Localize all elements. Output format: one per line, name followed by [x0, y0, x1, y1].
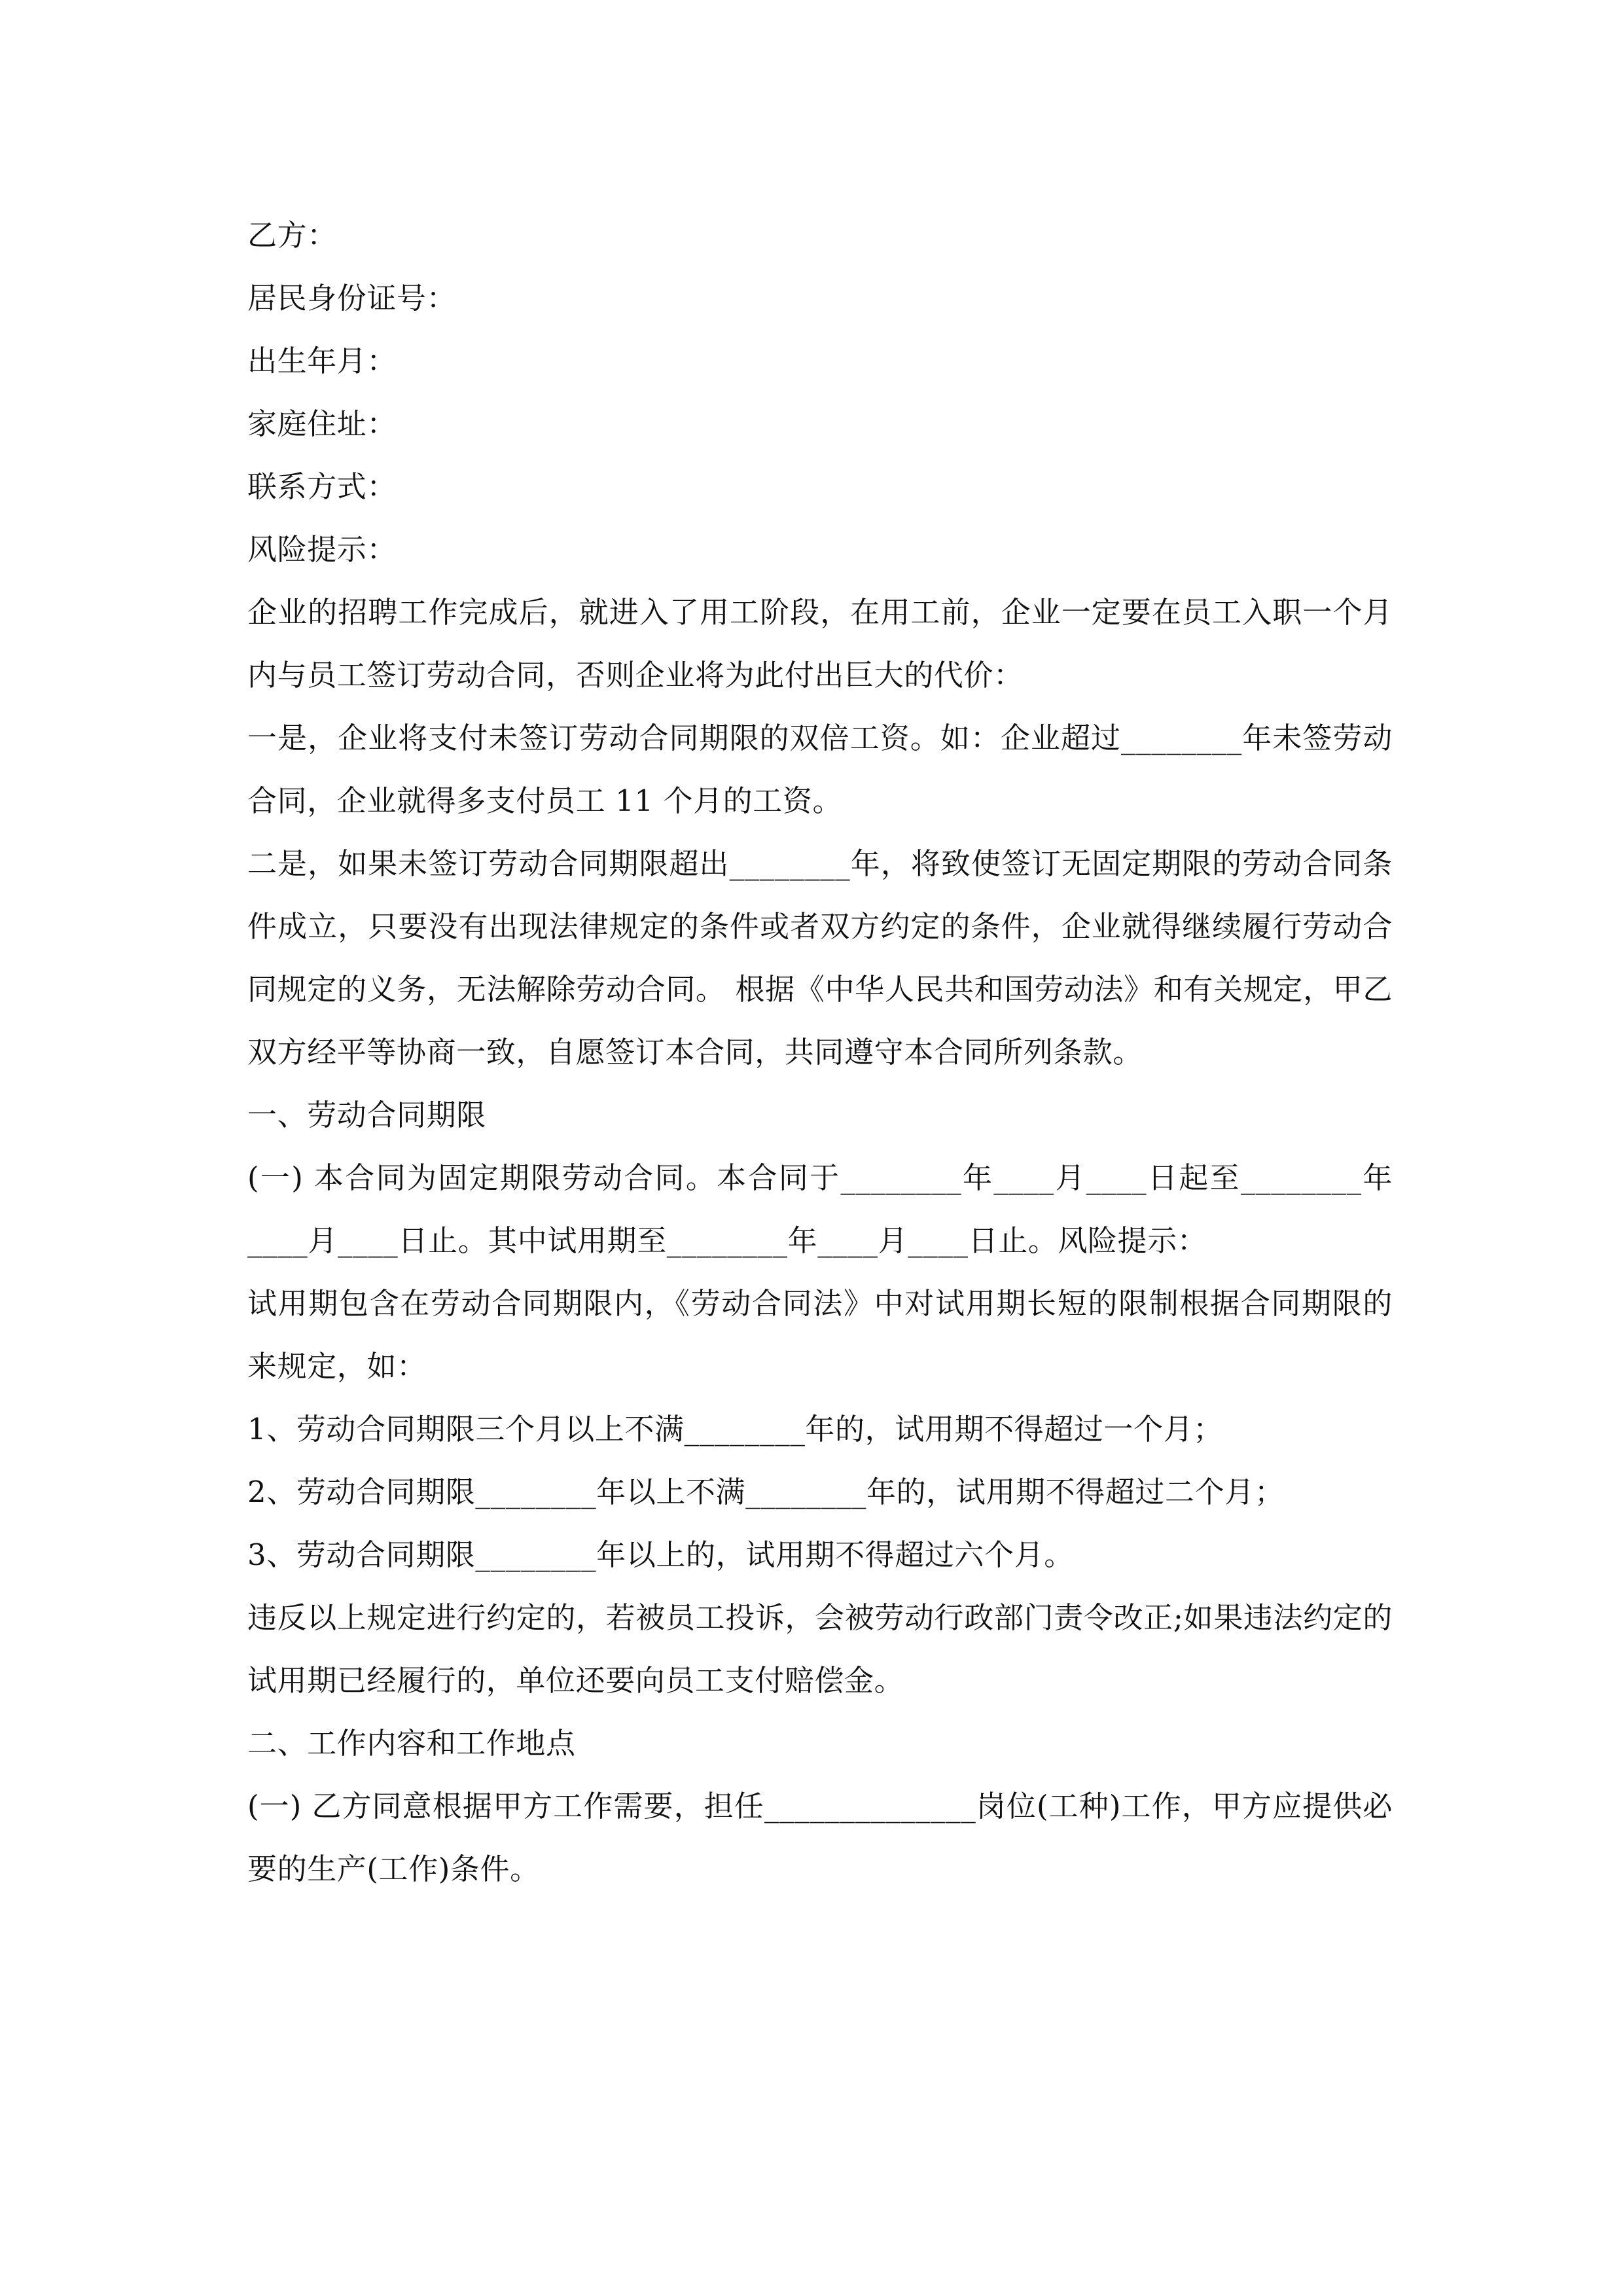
- position-paragraph: (一) 乙方同意根据甲方工作需要，担任______________岗位(工种)工作，甲方应提供必要的生产(工作)条件。: [247, 1789, 1393, 1886]
- section-contract-term-heading: 一、劳动合同期限: [247, 1098, 486, 1132]
- double-wage-paragraph: 一是，企业将支付未签订劳动合同期限的双倍工资。如：企业超过________年未签劳动合同，企业就得多支付员工 11 个月的工资。: [247, 721, 1393, 818]
- unfixed-term-paragraph: 二是，如果未签订劳动合同期限超出________年，将致使签订无固定期限的劳动合同条件成立，只要没有出现法律规定的条件或者双方约定的条件，企业就得继续履行劳动合同规定的义务，无法解除劳动合同。 根据《中华人民共和国劳动法》和有关规定，甲乙双方经平等协商一致，自愿签订本合同，共同遵守本合同所列条款。: [247, 846, 1393, 1069]
- risk-tip-heading: 风险提示：: [247, 532, 397, 567]
- probation-rule-3: 3、劳动合同期限________年以上的，试用期不得超过六个月。: [247, 1537, 1074, 1572]
- violation-paragraph: 违反以上规定进行约定的，若被员工投诉，会被劳动行政部门责令改正;如果违法约定的试用期已经履行的，单位还要向员工支付赔偿金。: [247, 1600, 1393, 1698]
- home-address-label: 家庭住址：: [247, 406, 397, 441]
- party-b-label: 乙方：: [247, 218, 337, 253]
- contact-label: 联系方式：: [247, 469, 397, 504]
- section-work-content-heading: 二、工作内容和工作地点: [247, 1726, 576, 1761]
- document-body: [247, 204, 1393, 1901]
- fixed-term-paragraph: (一) 本合同为固定期限劳动合同。本合同于________年____月____日起至________年____月____日止。其中试用期至________年____月____日止。风险提示：: [247, 1160, 1393, 1258]
- probation-rule-1: 1、劳动合同期限三个月以上不满________年的，试用期不得超过一个月；: [247, 1412, 1223, 1446]
- recruitment-paragraph: 企业的招聘工作完成后，就进入了用工阶段，在用工前，企业一定要在员工入职一个月内与员工签订劳动合同，否则企业将为此付出巨大的代价：: [247, 595, 1393, 692]
- birth-date-label: 出生年月：: [247, 344, 397, 378]
- probation-rule-2: 2、劳动合同期限________年以上不满________年的，试用期不得超过二个月；: [247, 1475, 1285, 1509]
- id-number-label: 居民身份证号：: [247, 281, 457, 315]
- probation-paragraph: 试用期包含在劳动合同期限内，《劳动合同法》中对试用期长短的限制根据合同期限的来规定，如：: [247, 1286, 1393, 1384]
